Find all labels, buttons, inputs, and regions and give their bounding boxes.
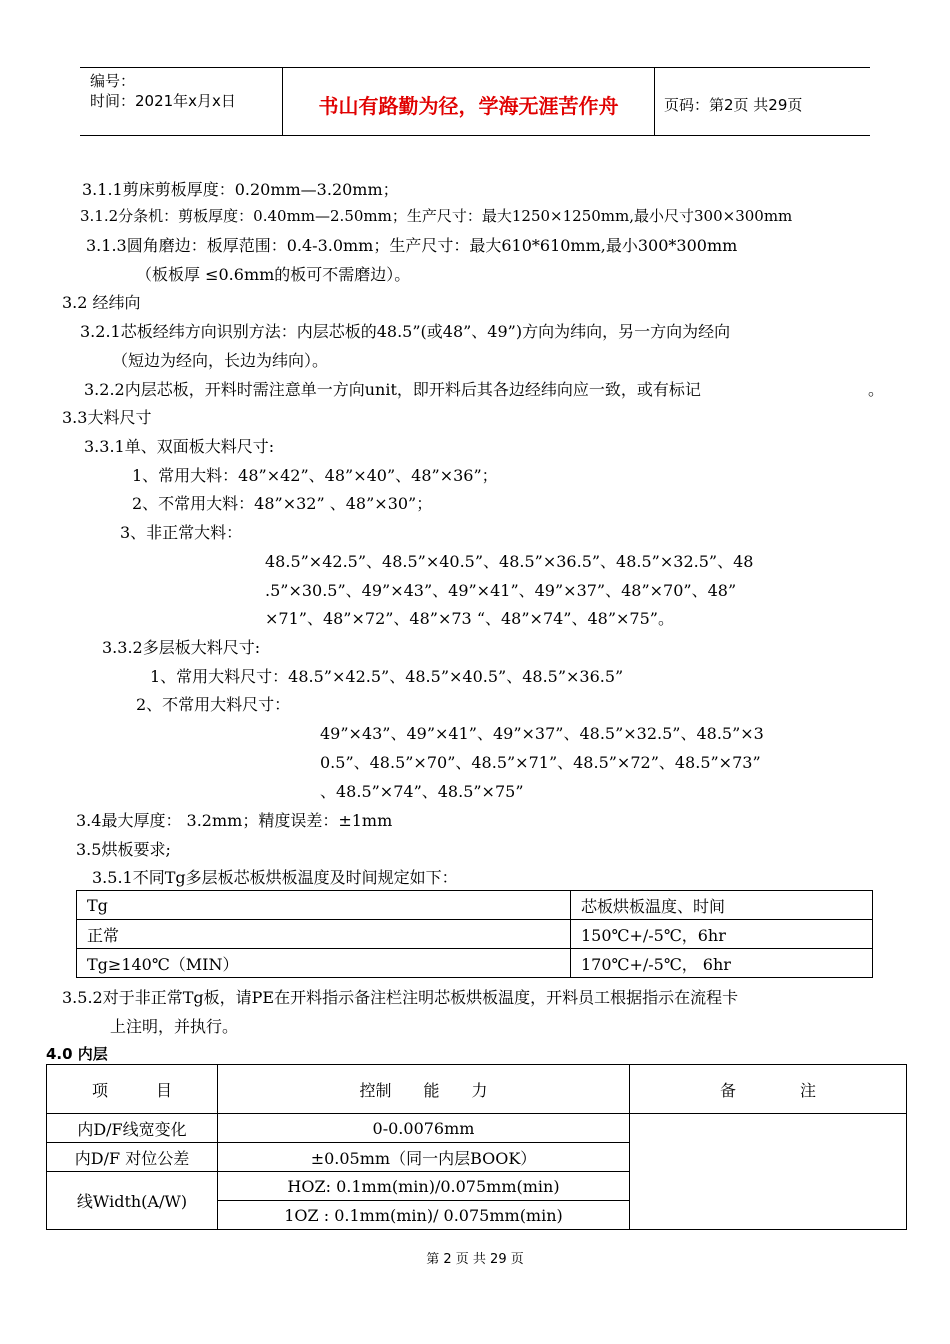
tg-table-header-tg: Tg [77, 891, 571, 920]
para-3-5-2-cont: 上注明，并执行。 [110, 1017, 239, 1036]
tg-table-cell: Tg≥140℃（MIN） [77, 949, 571, 978]
tg-table-cell: 150℃+/-5℃，6hr [571, 920, 873, 949]
inner-table-cell: 1OZ : 0.1mm(min)/ 0.075mm(min) [218, 1201, 630, 1230]
para-3-3-1-item-3: 3、非正常大料： [120, 523, 243, 542]
para-3-3-1-item-3-line-3: ×71”、48”×72”、48”×73 “、48”×74”、48”×75”。 [265, 609, 674, 628]
para-3-5-1: 3.5.1不同Tg多层板芯板烘板温度及时间规定如下： [92, 868, 458, 887]
heading-4-0: 4.0 内层 [46, 1045, 108, 1063]
para-3-3-2-item-2-line-1: 49”×43”、49”×41”、49”×37”、48.5”×32.5”、48.5”×3 [320, 724, 764, 743]
inner-table-cell: ±0.05mm（同一内层BOOK） [218, 1143, 630, 1172]
para-3-3-2: 3.3.2多层板大料尺寸: [102, 638, 261, 657]
header-number-label: 编号： [90, 72, 136, 90]
para-3-3-2-item-2-line-3: 、48.5”×74”、48.5”×75” [320, 782, 524, 801]
para-3-3-1-item-3-line-1: 48.5”×42.5”、48.5”×40.5”、48.5”×36.5”、48.5”×32.5”、48 [265, 552, 754, 571]
tg-table-header-bake: 芯板烘板温度、时间 [571, 891, 873, 920]
header-date-label: 时间：2021年x月x日 [90, 92, 236, 110]
para-3-5-2: 3.5.2对于非正常Tg板，请PE在开料指示备注栏注明芯板烘板温度，开料员工根据指示在流程卡 [62, 988, 739, 1007]
inner-table-cell: 内D/F线宽变化 [47, 1114, 218, 1143]
header-bottom-border [80, 135, 870, 136]
para-3-1-3: 3.1.3圆角磨边：板厚范围：0.4-3.0mm；生产尺寸：最大610*610mm,最小300*300mm [86, 236, 738, 255]
header-motto: 书山有路勤为径，学海无涯苦作舟 [318, 94, 619, 118]
para-3-2-1-note: （短边为经向，长边为纬向）。 [112, 351, 329, 370]
inner-table-remark-cell [630, 1114, 907, 1230]
para-3-3-2-item-2: 2、不常用大料尺寸： [136, 695, 291, 714]
tg-bake-table [76, 890, 873, 978]
para-3-3-2-item-2-line-2: 0.5”、48.5”×70”、48.5”×71”、48.5”×72”、48.5”×73” [320, 753, 761, 772]
header-page-info: 页码：第2页 共29页 [664, 96, 803, 114]
para-3-3-1-item-2: 2、不常用大料：48”×32” 、48”×30”； [132, 494, 433, 513]
para-3-2-2-end: 。 [868, 380, 885, 399]
inner-table-header-item: 项 目 [47, 1065, 218, 1114]
para-3-1-2: 3.1.2分条机：剪板厚度：0.40mm—2.50mm；生产尺寸：最大1250×1250mm,最小尺寸300×300mm [80, 207, 793, 225]
inner-table-width-label: 线Width(A/W) [47, 1172, 218, 1230]
heading-3-3: 3.3大料尺寸 [62, 408, 152, 427]
header-top-border [80, 67, 870, 68]
para-3-1-1: 3.1.1剪床剪板厚度：0.20mm—3.20mm； [82, 180, 399, 199]
para-3-3-1: 3.3.1单、双面板大料尺寸: [84, 437, 275, 456]
para-3-3-1-item-1: 1、常用大料：48”×42”、48”×40”、48”×36”； [132, 466, 498, 485]
inner-table-header-remark: 备 注 [630, 1065, 907, 1114]
inner-table-header-capability: 控制 能 力 [218, 1065, 630, 1114]
inner-table-cell: HOZ: 0.1mm(min)/0.075mm(min) [218, 1172, 630, 1201]
heading-3-5: 3.5烘板要求; [76, 840, 171, 859]
inner-table-cell: 0-0.0076mm [218, 1114, 630, 1143]
heading-3-2: 3.2 经纬向 [62, 293, 141, 312]
tg-table-cell: 170℃+/-5℃， 6hr [571, 949, 873, 978]
inner-layer-table [46, 1064, 907, 1230]
para-3-3-1-item-3-line-2: .5”×30.5”、49”×43”、49”×41”、49”×37”、48”×70”、48” [265, 581, 737, 600]
para-3-3-2-item-1: 1、常用大料尺寸：48.5”×42.5”、48.5”×40.5”、48.5”×36.5” [150, 667, 624, 686]
para-3-1-3-note: （板板厚 ≤0.6mm的板可不需磨边）。 [136, 265, 411, 284]
inner-table-cell: 内D/F 对位公差 [47, 1143, 218, 1172]
tg-table-cell: 正常 [77, 920, 571, 949]
header-divider-2 [654, 67, 655, 135]
page-footer: 第 2 页 共 29 页 [426, 1252, 524, 1267]
para-3-4: 3.4最大厚度： 3.2mm；精度误差：±1mm [76, 811, 393, 830]
para-3-2-2: 3.2.2内层芯板，开料时需注意单一方向unit，即开料后其各边经纬向应一致，或有标记 [84, 380, 701, 399]
para-3-2-1: 3.2.1芯板经纬方向识别方法：内层芯板的48.5”(或48”、49”)方向为纬向，另一方向为经向 [80, 322, 731, 341]
